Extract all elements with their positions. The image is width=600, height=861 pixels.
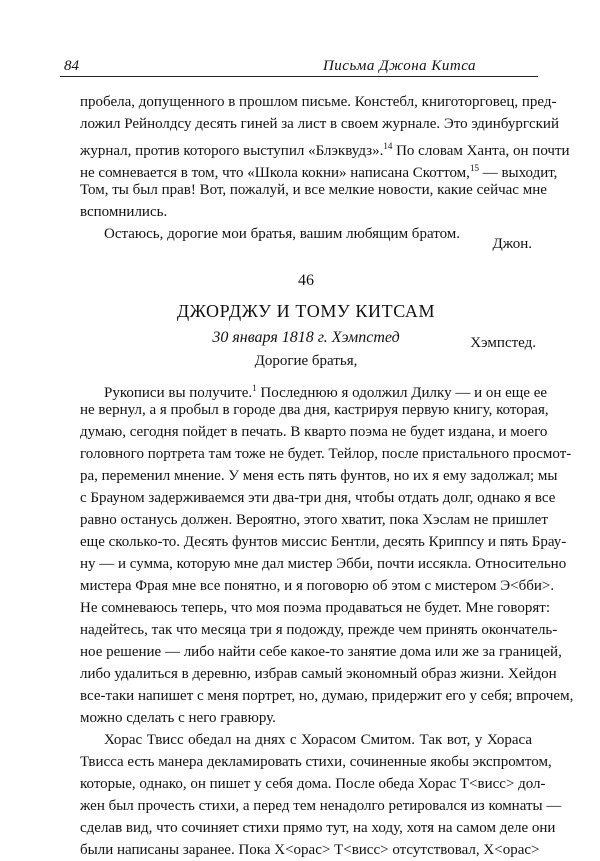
text-line <box>80 377 548 401</box>
top-paragraph <box>80 91 570 245</box>
text-line: Не сомневаюсь теперь, что моя поэма продаваться не будет. Мне говорят: <box>80 600 551 616</box>
running-title: Письма Джона Китса <box>322 58 476 74</box>
closing-line: Остаюсь, дорогие мои братья, вашим любящим братом. <box>104 226 461 242</box>
text-span: Последнюю я одолжил Дилку — и он еще ее <box>256 385 548 401</box>
footnote-ref-15[interactable]: 15 <box>469 163 479 173</box>
letter-place: Хэмпстед. <box>470 335 536 351</box>
text-line: все-таки напишет с меня портрет, но, думаю, придержит его у себя; впрочем, <box>80 688 574 704</box>
text-span: Рукописи вы получите. <box>104 385 253 401</box>
text-line <box>80 157 558 181</box>
text-line: надейтесь, так что месяца три я подожду, прежде чем принять окончатель- <box>80 622 558 638</box>
text-line: можно сделать с него гравюру. <box>80 710 276 726</box>
text-line: либо удалиться в деревню, избрав самый экономный образ жизни. Хейдон <box>80 666 557 682</box>
text-line: вспомнились. <box>80 204 168 220</box>
footnote-ref-1[interactable]: 1 <box>252 383 257 393</box>
text-line: Том, ты был прав! Вот, пожалуй, и все мелкие новости, какие сейчас мне <box>80 182 547 198</box>
text-line: с Брауном задерживаемся эти два-три дня, чтобы отдать долг, однако я все <box>80 490 556 506</box>
text-line: ра, переменил мнение. У меня есть пять фунтов, но их я ему задолжал; мы <box>80 468 558 484</box>
salutation: Дорогие братья, <box>254 353 358 369</box>
letter-body <box>80 377 574 861</box>
letter-number: 46 <box>298 272 314 289</box>
text-line: думаю, сегодня пойдет в печать. В кварто поэма не будет издана, и моего <box>80 424 548 440</box>
text-line <box>80 135 570 159</box>
text-line: не вернул, а я пробыл в городе два дня, кастрируя первую книгу, которая, <box>80 402 549 418</box>
text-line: сделав вид, что сочиняет стихи прямо тут, на ходу, хотя на самом деле они <box>80 820 556 836</box>
text-span: не сомневается в том, что «Школа кокни» написана Скоттом, <box>80 165 470 181</box>
text-line: пробела, допущенного в прошлом письме. Констебл, книготорговец, пред- <box>80 94 557 110</box>
page-number: 84 <box>64 58 79 74</box>
letter-title: ДЖОРДЖУ И ТОМУ КИТСАМ <box>176 301 436 321</box>
footnote-ref-14[interactable]: 14 <box>383 141 393 151</box>
text-line: равно останусь должен. Вероятно, этого хватит, пока Хэслам не пришлет <box>80 512 548 528</box>
text-line: мистера Фрая мне все понятно, и я поговорю об этом с мистером Э<бби>. <box>80 578 555 594</box>
text-span: По словам Ханта, он почти <box>392 143 570 159</box>
text-line: Хорас Твисс обедал на днях с Хорасом Смитом. Так вот, у Хораса <box>104 732 532 748</box>
text-line: которые, однако, он пишет у себя дома. После обеда Хорас Т<висс> дол- <box>80 776 546 792</box>
text-line: жен был прочесть стихи, а перед тем ненадолго ретировался из комнаты — <box>80 798 562 814</box>
text-line: головного портрета там тоже не будет. Тейлор, после пристального просмот- <box>80 446 572 462</box>
running-header <box>60 54 538 77</box>
text-span: — выходит, <box>478 165 558 181</box>
text-line: ное решение — либо найти себе какое-то занятие дома или же за границей, <box>80 644 562 660</box>
text-line: еще сколько-то. Десять фунтов миссис Бентли, десять Криппсу и пять Брау- <box>80 534 567 550</box>
text-line: ложил Рейнолдсу десять гиней за лист в своем журнале. Это эдинбургский <box>80 116 559 132</box>
letter-date: 30 января 1818 г. Хэмпстед <box>212 329 400 346</box>
text-line: были написаны заранее. Пока Х<орас> Т<висс> отсутствовал, Х<орас> <box>80 842 540 858</box>
text-line: ну — и сумма, которую мне дал мистер Эбби, почти иссякла. Относительно <box>80 556 567 572</box>
text-line: Твисса есть манера декламировать стихи, сочиненные якобы экспромтом, <box>80 754 552 770</box>
signature: Джон. <box>492 236 532 252</box>
text-span: журнал, против которого выступил «Блэквудз». <box>80 143 384 159</box>
